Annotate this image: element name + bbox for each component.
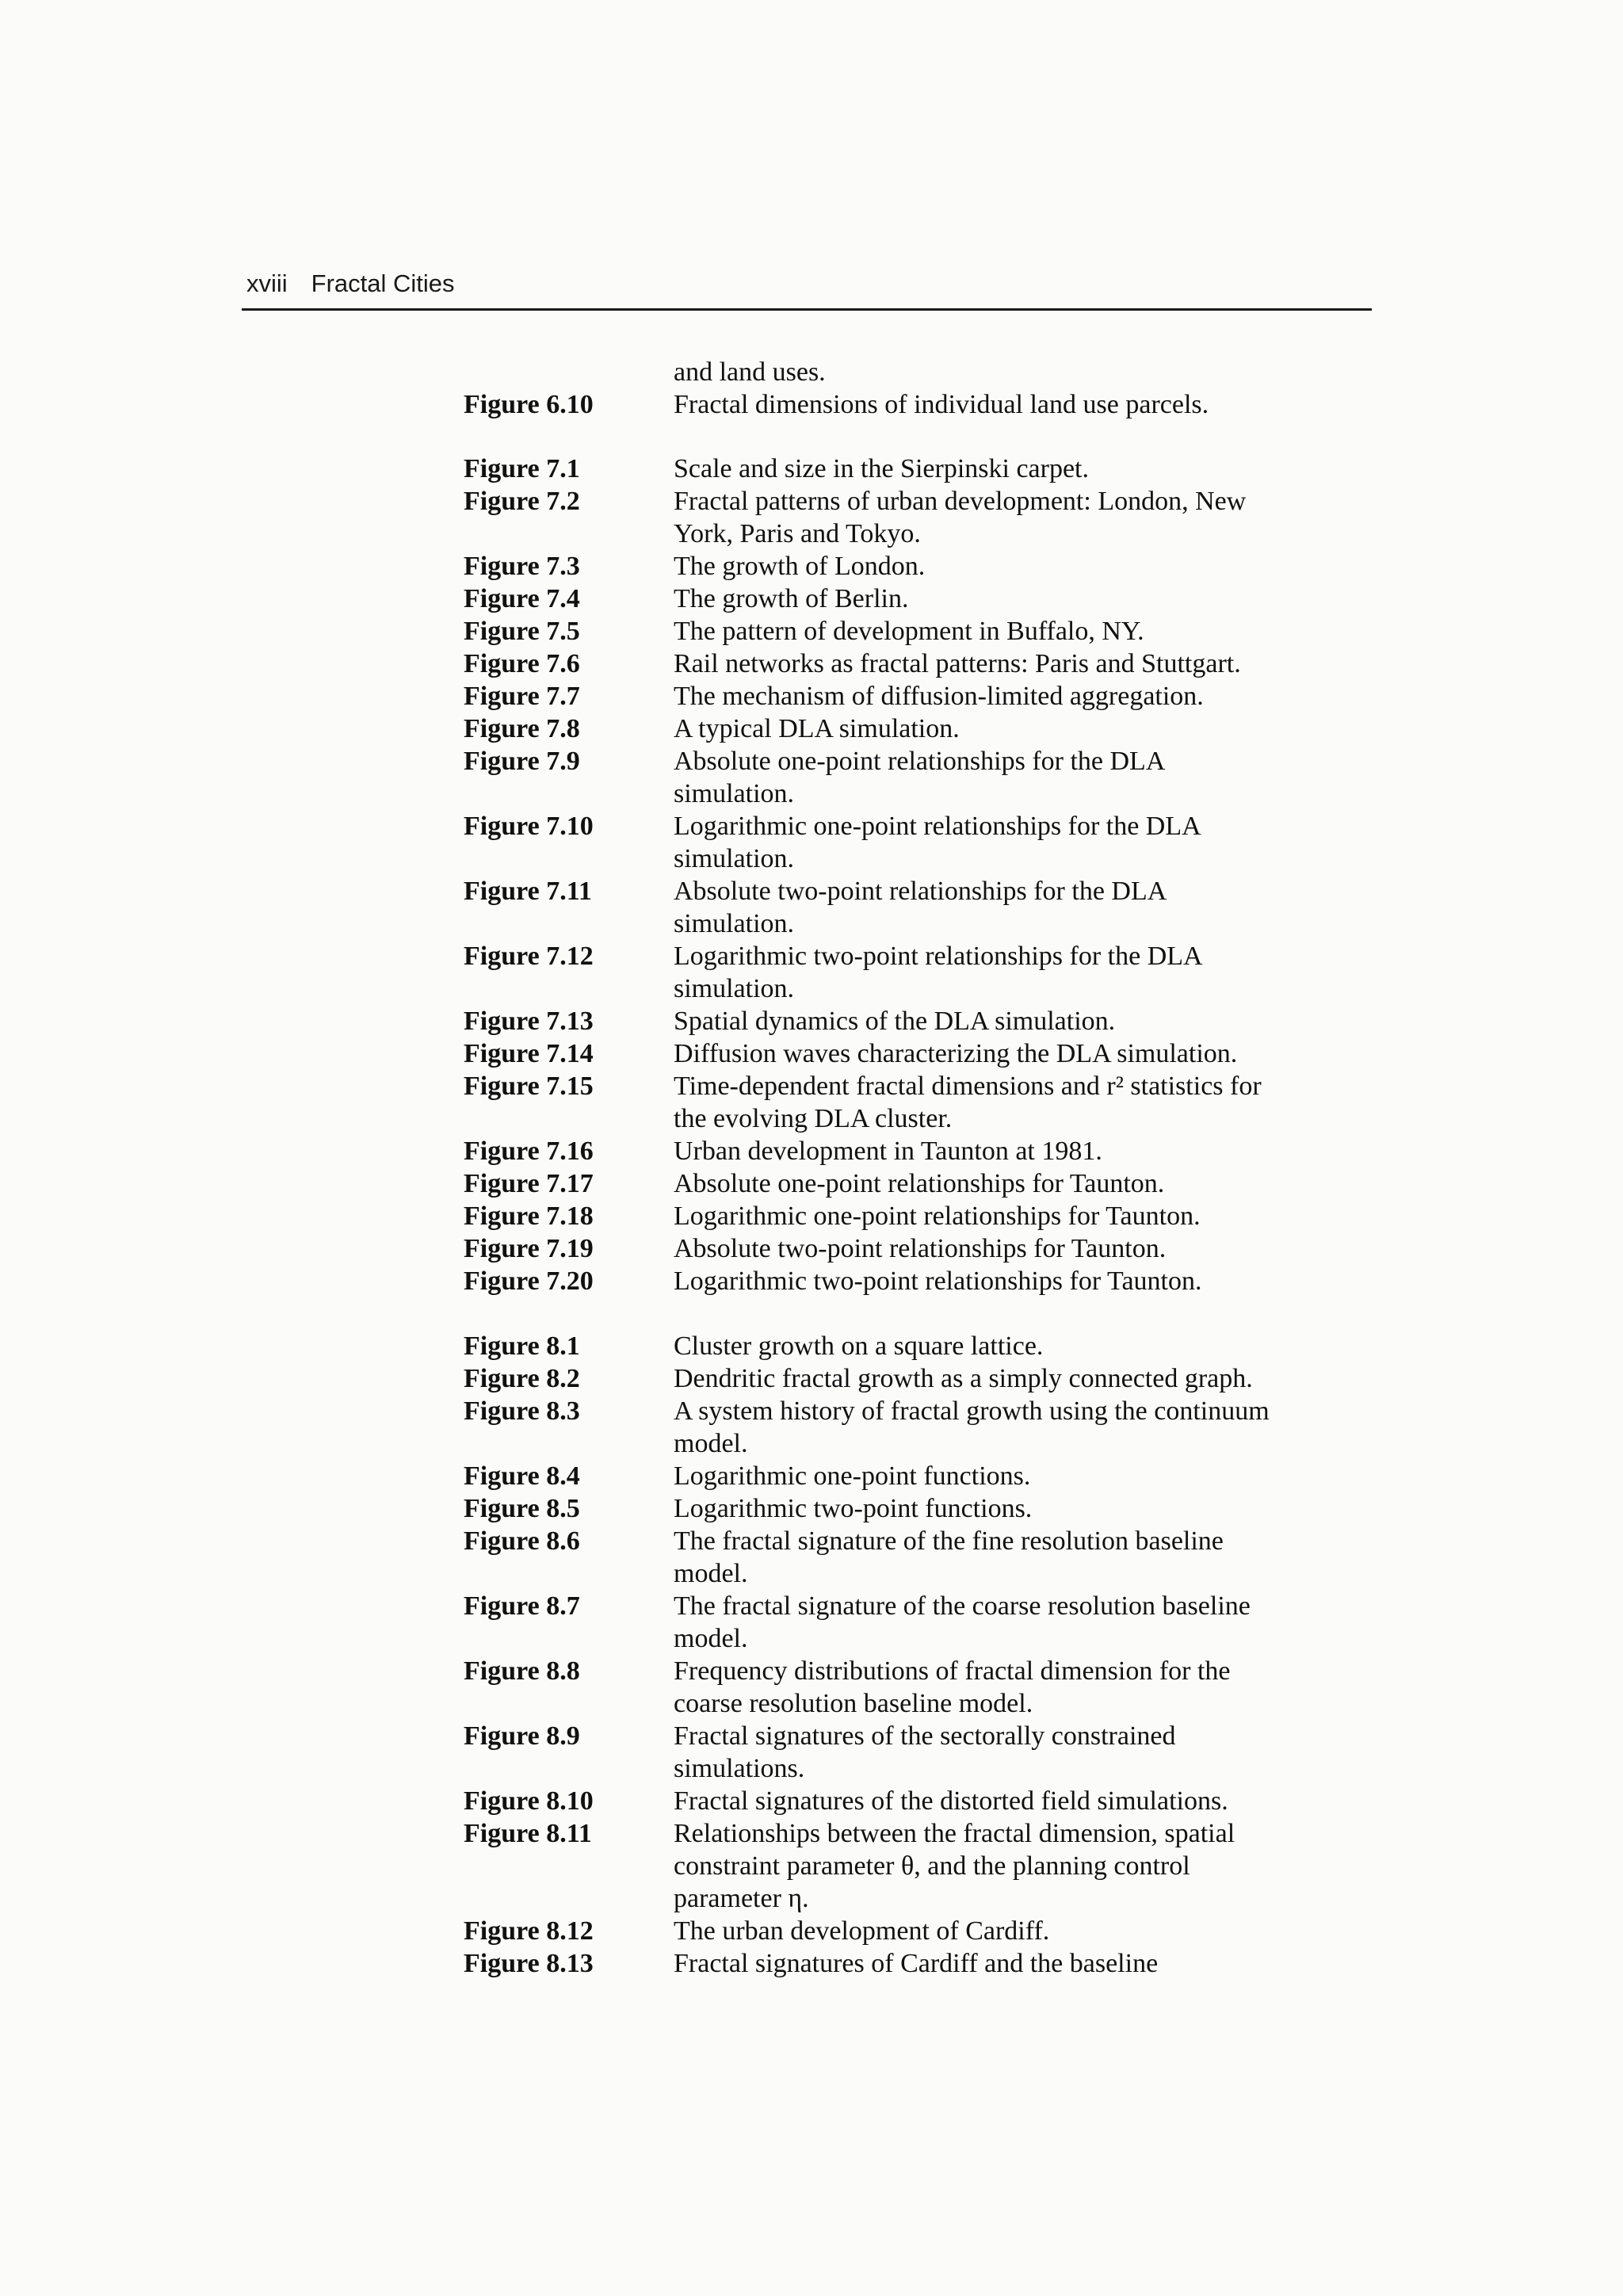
caption-line: York, Paris and Tokyo.	[674, 519, 921, 548]
figure-caption	[674, 1492, 1371, 1525]
figure-caption	[674, 1070, 1371, 1135]
figure-caption	[674, 940, 1371, 1005]
figure-label: Figure 7.12	[464, 942, 594, 971]
figure-caption	[674, 1817, 1371, 1915]
figure-caption	[674, 680, 1371, 712]
figure-label: Figure 7.20	[464, 1266, 594, 1296]
figure-label: Figure 7.3	[464, 552, 580, 581]
figure-label: Figure 7.4	[464, 584, 580, 613]
caption-line: the evolving DLA cluster.	[674, 1104, 953, 1133]
figure-label: Figure 8.10	[464, 1786, 594, 1816]
caption-line: and land uses.	[674, 357, 826, 387]
figure-caption	[674, 1525, 1371, 1590]
figure-caption	[674, 485, 1371, 550]
caption-line: coarse resolution baseline model.	[674, 1689, 1033, 1718]
caption-line: The growth of Berlin.	[674, 584, 909, 613]
figure-label: Figure 8.6	[464, 1526, 580, 1556]
caption-line: simulations.	[674, 1754, 805, 1783]
figure-label: Figure 7.11	[464, 877, 592, 906]
figure-label: Figure 6.10	[464, 390, 594, 419]
figure-label: Figure 7.17	[464, 1169, 594, 1198]
figure-caption	[674, 712, 1371, 745]
figure-caption	[674, 648, 1371, 680]
figure-caption	[674, 810, 1371, 875]
caption-line: Cluster growth on a square lattice.	[674, 1331, 1044, 1361]
figure-caption	[674, 1167, 1371, 1200]
caption-line: A typical DLA simulation.	[674, 714, 960, 743]
running-head	[246, 269, 455, 298]
figure-label: Figure 8.3	[464, 1396, 580, 1426]
caption-line: Dendritic fractal growth as a simply connected graph.	[674, 1364, 1253, 1393]
caption-line: Absolute two-point relationships for Taunton.	[674, 1234, 1167, 1263]
figure-label: Figure 7.15	[464, 1072, 594, 1101]
caption-line: Fractal patterns of urban development: London, New	[674, 487, 1247, 516]
figure-caption	[674, 356, 1371, 388]
figure-label: Figure 7.10	[464, 812, 594, 841]
caption-line: The fractal signature of the coarse resolution baseline	[674, 1591, 1251, 1621]
caption-line: Frequency distributions of fractal dimension for the	[674, 1656, 1231, 1686]
caption-line: Absolute one-point relationships for Taunton.	[674, 1169, 1165, 1198]
caption-line: The mechanism of diffusion-limited aggregation.	[674, 682, 1204, 711]
figure-label: Figure 8.2	[464, 1364, 580, 1393]
caption-line: Fractal signatures of Cardiff and the baseline	[674, 1949, 1159, 1978]
figure-label: Figure 8.1	[464, 1331, 580, 1361]
figure-label: Figure 7.1	[464, 454, 580, 483]
caption-line: Fractal signatures of the distorted field simulations.	[674, 1786, 1228, 1816]
caption-line: Absolute two-point relationships for the DLA	[674, 877, 1167, 906]
figure-label: Figure 8.5	[464, 1494, 580, 1523]
figure-caption	[674, 550, 1371, 583]
caption-line: Logarithmic one-point relationships for Taunton.	[674, 1201, 1201, 1231]
figure-caption	[674, 1362, 1371, 1395]
caption-line: The growth of London.	[674, 552, 926, 581]
caption-line: Logarithmic two-point relationships for the DLA	[674, 942, 1203, 971]
figure-label: Figure 7.6	[464, 649, 580, 678]
figure-label: Figure 7.13	[464, 1007, 594, 1036]
figure-label: Figure 7.7	[464, 682, 580, 711]
figure-caption	[674, 875, 1371, 940]
caption-line: model.	[674, 1559, 748, 1588]
caption-line: constraint parameter θ, and the planning control	[674, 1851, 1190, 1881]
caption-line: simulation.	[674, 909, 795, 938]
figure-label: Figure 7.16	[464, 1137, 594, 1166]
figure-caption	[674, 1395, 1371, 1460]
figure-caption	[674, 1330, 1371, 1362]
figure-label: Figure 7.14	[464, 1039, 594, 1068]
figure-caption	[674, 1135, 1371, 1167]
figure-caption	[674, 1037, 1371, 1070]
figure-caption	[674, 1915, 1371, 1947]
figure-caption	[674, 1720, 1371, 1785]
figure-label: Figure 8.11	[464, 1819, 592, 1848]
caption-line: simulation.	[674, 974, 795, 1003]
caption-line: model.	[674, 1429, 748, 1458]
figure-label: Figure 7.9	[464, 747, 580, 776]
caption-line: Scale and size in the Sierpinski carpet.	[674, 454, 1089, 483]
caption-line: Urban development in Taunton at 1981.	[674, 1137, 1102, 1166]
caption-line: The pattern of development in Buffalo, NY.	[674, 617, 1144, 646]
caption-line: Logarithmic one-point functions.	[674, 1461, 1031, 1491]
header-rule	[242, 308, 1372, 311]
book-title: Fractal Cities	[311, 269, 455, 297]
figure-caption	[674, 1200, 1371, 1232]
figure-label: Figure 8.4	[464, 1461, 580, 1491]
figure-label: Figure 7.2	[464, 487, 580, 516]
figure-caption	[674, 745, 1371, 810]
caption-line: parameter η.	[674, 1884, 809, 1913]
figure-label: Figure 8.13	[464, 1949, 594, 1978]
caption-line: Absolute one-point relationships for the DLA	[674, 747, 1166, 776]
figure-caption	[674, 1005, 1371, 1037]
figure-caption	[674, 1947, 1371, 1980]
caption-line: simulation.	[674, 844, 795, 873]
page-number: xviii	[246, 269, 288, 297]
figure-label: Figure 8.7	[464, 1591, 580, 1621]
caption-line: Spatial dynamics of the DLA simulation.	[674, 1007, 1116, 1036]
figure-caption	[674, 1655, 1371, 1720]
caption-line: Fractal dimensions of individual land use parcels.	[674, 390, 1209, 419]
caption-line: Diffusion waves characterizing the DLA simulation.	[674, 1039, 1238, 1068]
figure-label: Figure 7.5	[464, 617, 580, 646]
caption-line: model.	[674, 1624, 748, 1653]
figure-caption	[674, 1265, 1371, 1297]
figure-label: Figure 7.18	[464, 1201, 594, 1231]
figure-label: Figure 8.9	[464, 1721, 580, 1751]
caption-line: The urban development of Cardiff.	[674, 1916, 1050, 1946]
caption-line: Relationships between the fractal dimension, spatial	[674, 1819, 1235, 1848]
figure-caption	[674, 1460, 1371, 1492]
figure-caption	[674, 1590, 1371, 1655]
caption-line: A system history of fractal growth using the continuum	[674, 1396, 1270, 1426]
caption-line: Logarithmic two-point functions.	[674, 1494, 1033, 1523]
caption-line: Fractal signatures of the sectorally constrained	[674, 1721, 1176, 1751]
caption-line: simulation.	[674, 779, 795, 808]
caption-line: Rail networks as fractal patterns: Paris and Stuttgart.	[674, 649, 1241, 678]
figure-caption	[674, 388, 1371, 421]
figure-caption	[674, 1785, 1371, 1817]
figure-label: Figure 8.8	[464, 1656, 580, 1686]
figure-label: Figure 7.8	[464, 714, 580, 743]
caption-line: The fractal signature of the fine resolution baseline	[674, 1526, 1224, 1556]
figure-label: Figure 8.12	[464, 1916, 594, 1946]
figure-caption	[674, 615, 1371, 648]
figure-caption	[674, 583, 1371, 615]
caption-line: Time-dependent fractal dimensions and r² statistics for	[674, 1072, 1262, 1101]
figure-caption	[674, 453, 1371, 485]
figure-label: Figure 7.19	[464, 1234, 594, 1263]
figure-caption	[674, 1232, 1371, 1265]
caption-line: Logarithmic two-point relationships for Taunton.	[674, 1266, 1202, 1296]
caption-line: Logarithmic one-point relationships for the DLA	[674, 812, 1201, 841]
